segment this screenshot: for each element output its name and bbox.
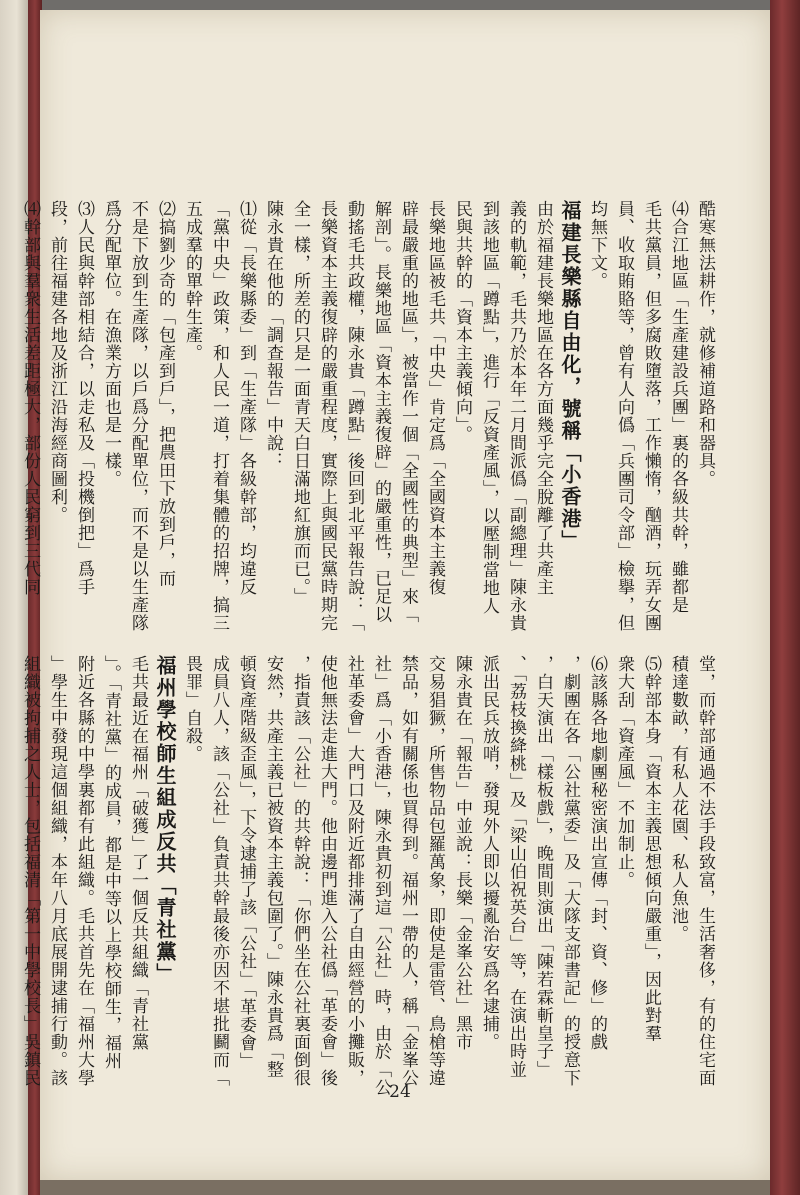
text-column: 長樂地區被毛共「中央」肯定爲「全國資本主義復 bbox=[425, 200, 445, 596]
text-column: 陳永貴在他的「調查報告」中說： bbox=[263, 200, 283, 470]
book-bottom-edge bbox=[40, 1180, 770, 1195]
text-column: 陳永貴在「報告」中並說：長樂「金峯公社」黑市 bbox=[452, 655, 472, 1051]
text-column: 毛共最近在福州「破獲」了一個反共組織「青社黨 bbox=[128, 655, 148, 1051]
text-column: ⑷幹部與羣衆生活差距極大，部份人民窮到三代同 bbox=[20, 200, 40, 596]
text-column: 員、收取賄賂等，曾有人向僞「兵團司令部」檢擧，但 bbox=[614, 200, 634, 632]
text-column: ⑵搞劉少奇的「包產到戶」，把農田下放到戶，而 bbox=[155, 200, 175, 588]
text-column: 使他無法走進大門。他由邊門進入公社僞「革委會」後 bbox=[317, 655, 337, 1087]
text-column: 動搖毛共政權，陳永貴「蹲點」後回到北平報告說：「 bbox=[344, 200, 364, 632]
text-column: 組織被拘捕之人士，包括福清「第一中學校長」吳鎮民 bbox=[20, 655, 40, 1087]
text-column: 衆大刮「資產風」不加制止。 bbox=[614, 655, 634, 889]
text-column: 解剖」。長樂地區「資本主義復辟」的嚴重性，已足以 bbox=[371, 200, 391, 624]
text-column: 辟最嚴重的地區」，被當作一個「全國性的典型」來「 bbox=[398, 200, 418, 624]
text-column: 派出民兵放哨，發現外人即以擾亂治安爲名逮捕。 bbox=[479, 655, 499, 1051]
page-number: 24 bbox=[389, 1082, 411, 1102]
text-column: 」學生中發現這個組織，本年八月底展開逮捕行動。該 bbox=[47, 655, 67, 1087]
text-column: 均無下文。 bbox=[587, 200, 607, 290]
text-column: 爲分配單位。在漁業方面也是一樣。 bbox=[101, 200, 121, 488]
text-column: 長樂資本主義復辟的嚴重程度，實際上與國民黨時期完 bbox=[317, 200, 337, 632]
text-column: 酷寒無法耕作，就修補道路和器具。 bbox=[695, 200, 715, 488]
lower-text-block bbox=[20, 655, 718, 1125]
text-column: 社」爲「小香港」，陳永貴初到這「公社」時，由於「公 bbox=[371, 655, 391, 1097]
text-column: 安然，共產主義已被資本主義包圍了。」陳永貴爲「整 bbox=[263, 655, 283, 1079]
text-column: 交易猖獗，所售物品包羅萬象，即使是雷管、鳥槍等違 bbox=[425, 655, 445, 1087]
text-column: 「黨中央」政策，和人民一道，打着集體的招牌，搞三 bbox=[209, 200, 229, 632]
text-column: ⑶人民與幹部相結合，以走私及「投機倒把」爲手 bbox=[74, 200, 94, 596]
text-column: ⑸幹部本身「資本主義思想傾向嚴重」，因此對羣 bbox=[641, 655, 661, 1043]
upper-text-block bbox=[20, 200, 718, 632]
text-column: 、「荔枝換絳桃」及「梁山伯祝英台」等，在演出時並 bbox=[506, 655, 526, 1079]
text-column: 畏罪」自殺。 bbox=[182, 655, 202, 763]
text-column: 禁品，如有關係也買得到。福州一帶的人，稱「金峯公 bbox=[398, 655, 418, 1087]
text-column: 由於福建長樂地區在各方面幾乎完全脫離了共產主 bbox=[533, 200, 553, 596]
text-column: 不是下放到生產隊，以戶爲分配單位，而不是以生產隊 bbox=[128, 200, 148, 632]
book-cover-edge bbox=[770, 0, 800, 1195]
section-heading: 福州學校師生組成反共「青社黨」 bbox=[153, 655, 177, 985]
text-column: 義的軌範，毛共乃於本年二月間派僞「副總理」陳永貴 bbox=[506, 200, 526, 632]
text-column: 堂，而幹部通過不法手段致富，生活奢侈，有的住宅面 bbox=[695, 655, 715, 1087]
text-column: ⑴從「長樂縣委」到「生產隊」各級幹部，均違反 bbox=[236, 200, 256, 596]
text-column: 毛共黨員，但多腐敗墮落，工作懶惰，酗酒，玩弄女團 bbox=[641, 200, 661, 632]
text-column: 到該地區「蹲點」，進行「反資產風」，以壓制當地人 bbox=[479, 200, 499, 615]
text-column: ，指責該「公社」的共幹說：「你們坐在公社裏面倒很 bbox=[290, 655, 310, 1087]
text-column: 民與共幹的「資本主義傾向」。 bbox=[452, 200, 472, 444]
text-column: 積達數畝，有私人花園、私人魚池。 bbox=[668, 655, 688, 943]
text-column: ，劇團在各「公社黨委」及「大隊支部書記」的授意下 bbox=[560, 655, 580, 1087]
text-column: ，白天演出「樣板戲」，晚間則演出「陳若霖斬皇子」 bbox=[533, 655, 553, 1079]
text-column: 社革委會」大門口及附近都排滿了自由經營的小攤販， bbox=[344, 655, 364, 1087]
text-column: 」。「青社黨」的成員，都是中等以上學校師生，福州 bbox=[101, 655, 121, 1070]
text-column: ⑹該縣各地劇團秘密演出宣傳「封、資、修」的戲 bbox=[587, 655, 607, 1051]
text-column: 段，前往福建各地及浙江沿海經商圖利。 bbox=[47, 200, 67, 524]
section-heading: 福建長樂縣自由化，號稱「小香港」 bbox=[558, 200, 582, 552]
text-column: 全一樣，所差的只是一面青天白日滿地紅旗而已。」 bbox=[290, 200, 310, 606]
text-column: 成員八人，該「公社」負責共幹最後亦因不堪批鬬而「 bbox=[209, 655, 229, 1087]
text-column: 附近各縣的中學裏都有此組織。毛共首先在「福州大學 bbox=[74, 655, 94, 1087]
text-column: 頓資產階級歪風」，下令逮捕了該「公社」「革委會」 bbox=[236, 655, 256, 1070]
text-column: 五成羣的單幹生產。 bbox=[182, 200, 202, 362]
text-column: ⑷合江地區「生產建設兵團」裏的各級共幹，雖都是 bbox=[668, 200, 688, 614]
